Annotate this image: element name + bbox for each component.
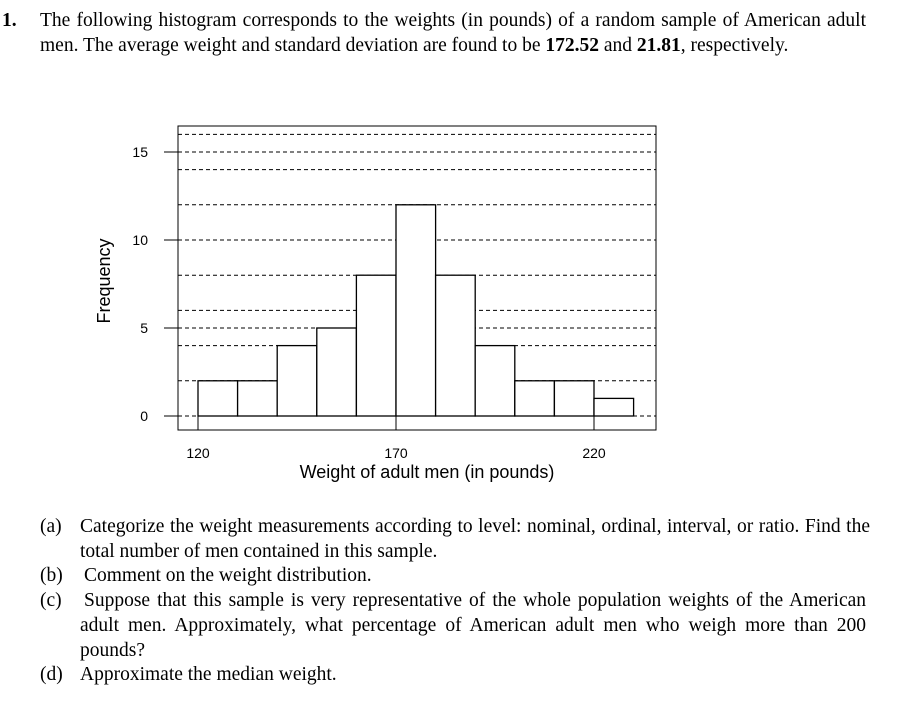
histogram-bar [396, 205, 436, 416]
question-number: 1. [2, 10, 17, 31]
stem-text: The following histogram corresponds to the weights (in pounds) of a random sample of American adult men. The average weight and standard deviation are found to be [40, 10, 866, 56]
subquestion-d [40, 662, 870, 687]
subquestion-a [40, 514, 870, 564]
y-tick-label: 5 [140, 320, 148, 336]
subquestion-b [40, 563, 870, 588]
histogram-bar [436, 275, 476, 416]
subquestion-text: Comment on the weight distribution. [84, 565, 372, 586]
x-tick-label: 220 [582, 445, 606, 461]
histogram-bar [198, 381, 238, 416]
histogram-bar [554, 381, 594, 416]
histogram-bar [317, 328, 357, 416]
subquestion-text: Categorize the weight measurements according to level: nominal, ordinal, interval, or ratio. Find the total number of men contained in this sample. [80, 516, 870, 562]
mean-value: 172.52 [545, 35, 599, 56]
histogram-bar [238, 381, 278, 416]
y-tick-label: 10 [132, 232, 148, 248]
subquestion-label: (d) [40, 664, 63, 685]
histogram-bar [515, 381, 555, 416]
y-tick-label: 15 [132, 144, 148, 160]
x-tick-label: 170 [384, 445, 408, 461]
x-tick-label: 120 [186, 445, 210, 461]
x-axis-label: Weight of adult men (in pounds) [299, 462, 555, 482]
histogram-bar [277, 346, 317, 416]
sd-value: 21.81 [636, 35, 681, 56]
histogram-bar [356, 275, 396, 416]
stem-text-end: , respectively. [680, 35, 789, 56]
subquestion-c [40, 588, 870, 663]
subquestion-label: (c) [40, 590, 62, 611]
histogram-bar [594, 398, 634, 416]
subquestion-text: Approximate the median weight. [80, 664, 337, 685]
subquestion-label: (a) [40, 516, 62, 537]
histogram-bar [475, 346, 515, 416]
stem-text-between: and [599, 35, 637, 56]
subquestion-text: Suppose that this sample is very representative of the whole population weights of the American adult men. Approximately, what percentage of American adult men who weigh more than 200 pounds? [80, 590, 866, 661]
subquestion-label: (b) [40, 565, 63, 586]
y-axis-label: Frequency [94, 238, 114, 324]
y-tick-label: 0 [140, 408, 148, 424]
